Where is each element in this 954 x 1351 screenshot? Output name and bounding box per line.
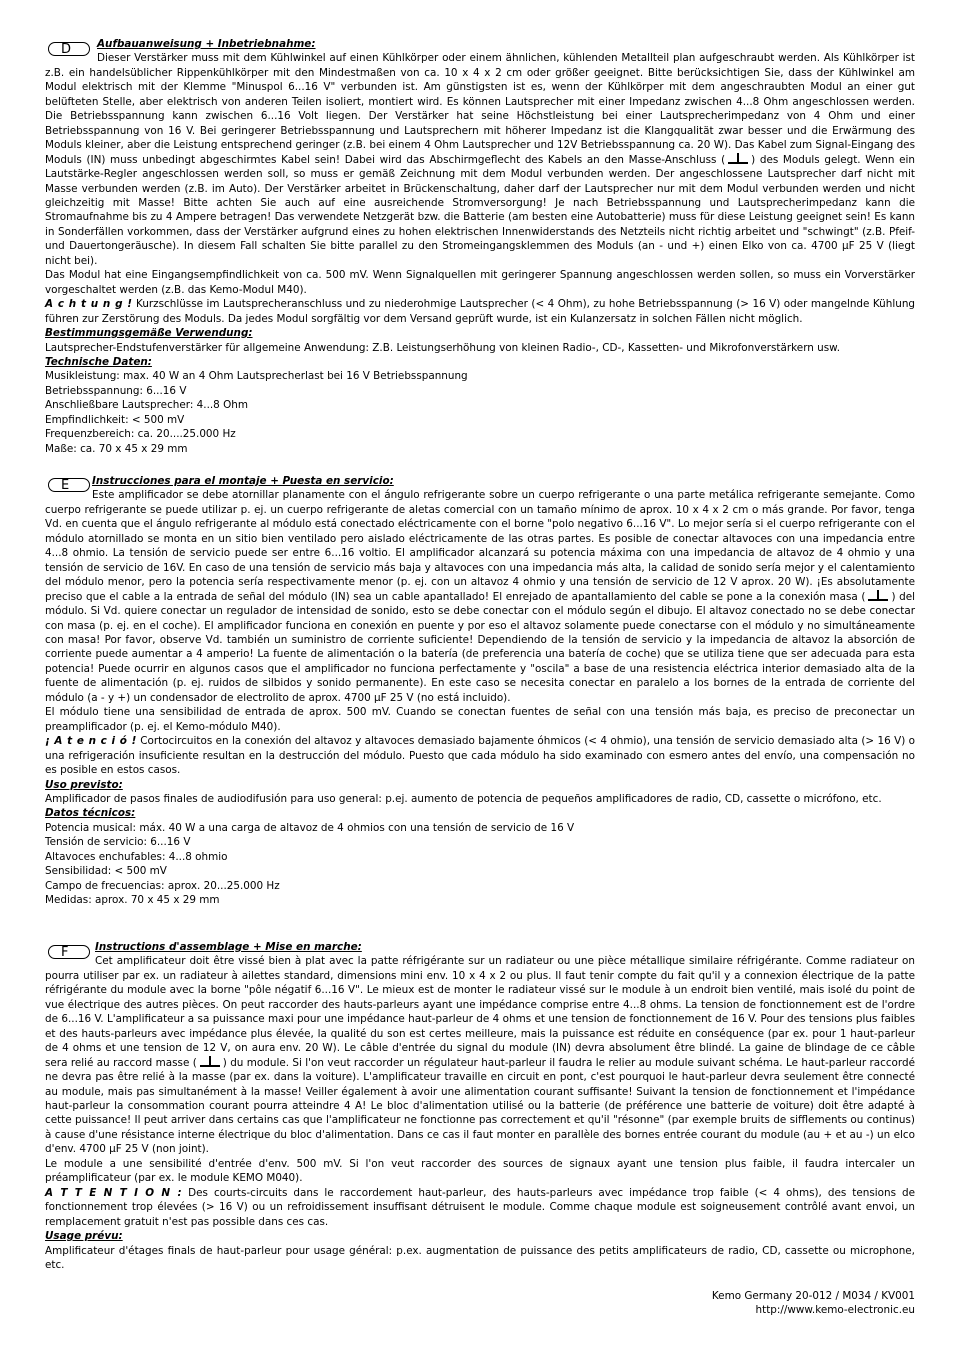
section-spanish xyxy=(45,474,915,908)
tech-spec-es: Altavoces enchufables: 4...8 ohmio xyxy=(45,850,228,863)
tech-heading-de: Technische Daten: xyxy=(45,355,152,368)
warning-paragraph-es xyxy=(45,734,915,777)
language-badge-de: D xyxy=(48,42,90,56)
use-text-fr: Amplificateur d'étages finals de haut-parleur pour usage général: p.ex. augmentation de puissance des petits amplificateurs de radio, CD, cassette ou microphone, etc. xyxy=(45,1244,915,1271)
section-heading-de: Aufbauanweisung + Inbetriebnahme: xyxy=(97,38,316,50)
intro-first-fr: Cet amplificateur doit être vissé bien à plat avec la patte réfrigérante sur un radiateur ou une pièce métallique similaire réfrigérante. Comme radiateur on pourra utiliser par ex. un radiateur à ailettes standard, dimensions mini env. 10 x 4 x 2 ou plus. Il faut tenir compte du fait qu'il y a connexion électrique de la patte réfrigérante du module avec la borne "pôle négatif 6...16 V". Le mieux est de monter le radiateur vissé sur le module à un endroit bien ventilé, mais isolé du point de vue électrique des autres pièces. On peut raccorder des hauts-parleurs ayant une impédance comprise entre 4...8 ohms. La tension de fonctionnement est de l'ordre de 6...16 V. L'amplificateur a sa puissance maxi pour une impédance haut-parleur de 4 ohms et une tension de fonctionnement de 16 V. Pour des tensions plus faibles et des hauts-parleurs avec impédance plus élevée, la qualité du son est certes meilleure, mais la puissance est réduite en conséquence (par ex. pour 1 haut-parleur de 4 ohms et une tension de 12 V, on aura env. 20 W). Le câble d'entrée du signal du module (IN) devra absolument être blindé. La gaine de blindage de ce câble sera relié au raccord masse ( xyxy=(45,955,915,1069)
intro-after-es: ) del módulo. Si Vd. quiere conectar un regulador de intensidad de sonido, esto se debe conectar con el módulo según el dibujo. El altavoz conectado no se debe conectar con masa (p. ej. en el coche). El amplificador funciona en conexión en puente y por eso el altavoz solamente puede conectarse con el módulo y no simultáneamente con masa! Por favor, observe Vd. también un suministro de corriente suficiente! Dependiendo de la tensión de servicio y la impedancia de altavoz la absorción de corriente puede aumentar a 4 amperio! La fuente de alimentación o la batería (de preferencia una batería de coche) que se utiliza tiene que ser adecuada para esta potencia! Puede ocurrir en algunos casos que el amplificador no funciona perfectamente y "oscila" a base de una resistencia eléctrica interior demasiado alta de la fuente de alimentación (p. ej. ruidos de silbidos y sonido permanente). En este caso se necesita conectar en paralelo a los bornes de la entrada de corriente del módulo (a - y +) un condensador de electrolito de aprox. 4700 µF 25 V (no está incluido). xyxy=(45,590,916,704)
ground-symbol-icon xyxy=(725,153,751,164)
tech-spec-de: Musikleistung: max. 40 W an 4 Ohm Lautsprecherlast bei 16 V Betriebsspannung xyxy=(45,370,468,383)
intro-paragraph-fr xyxy=(45,954,915,1156)
warning-text-de: Kurzschlüsse im Lautsprecheranschluss und zu niederohmige Lautsprecher (< 4 Ohm), zu hohe Betriebsspannung (> 16 V) oder mangelnde Kühlung führen zur Zerstörung des Moduls. Da jedes Modul sorgfältig vor dem Versand geprüft wurde, ist ein Kulanzersatz in solchen Fällen nicht möglich. xyxy=(45,298,916,325)
intro-paragraph-de xyxy=(45,51,915,268)
tech-spec-de: Frequenzbereich: ca. 20....25.000 Hz xyxy=(45,428,236,441)
intro-first-es: Este amplificador se debe atornillar planamente con el ángulo refrigerante sobre un cuerpo refrigerante o una parte metálica refrigerante semejante. Como cuerpo refrigerante se puede utilizar p. ej. un cuerpo refrigerante de aletas comercial con un tamaño mínimo de aprox. 10 x 4 x 2 cm o más grande. Por favor, tenga Vd. en cuenta que el ángulo refrigerante al módulo está conectado eléctricamente con el borne "polo negativo 6...16 V". Lo mejor sería si el cuerpo refrigerante con el módulo atornillado se monta en un sitio bien ventilado pero aislado eléctricamente de las otras partes. Es posible de conectar altavoces con una impedancia entre 4...8 ohmio. La tensión de servicio puede ser entre 6...16 voltio. El amplificador alcanzará su potencia máxima con una impedancia de altavoz de 4 ohmio y una tensión de servicio de 16V. En caso de una tensión de servicio más baja y altavoces con una impedancia más alta, la calidad de sonido sería mejor y el calentamiento del módulo menor, pero la potencia sería respectivamente menor (p. ej. con un altavoz 4 ohmio y una tensión de servicio de 12 V aprox. 20 W). ¡Es absolutamente preciso que el cable a la entrada de señal del módulo (IN) sea un cable apantallado! El enrejado de apantallamiento del cable se pone a la conexión masa ( xyxy=(45,489,915,603)
warning-paragraph-fr xyxy=(45,1186,915,1229)
tech-spec-es: Campo de frecuencias: aprox. 20...25.000 Hz xyxy=(45,879,280,892)
intro-after-fr: ) du module. Si l'on veut raccorder un régulateur haut-parleur il faudra le relier au module suivant schéma. Le haut-parleur raccordé ne devra pas être relié à la masse (par ex. dans la voiture). L'amplificateur travaille en circuit en pont, c'est pourquoi le haut-parleur devra seulement être connecté au module, mais pas simultanément à la masse! Veiller également à avoir une alimentation courant suffisante! Suivant la tension de fonctionnement et l'impédance haut-parleur la consommation courant pourra atteindre 4 A! Le bloc d'alimentation utilisé ou la batterie (de préférence une batterie de voiture) doit être adapté à cette puissance! Il peut arriver dans certains cas que l'amplificateur ne fonctionne pas correctement et qu'il "résonne" (par exemple bruits de sifflements ou continus) à cause d'une résistance interne électrique du bloc d'alimentation. Dans ce cas il faut monter en parallèle des bornes entrée courant du module (au + et au -) un elco d'env. 4700 µF 25 V (non joint). xyxy=(45,1056,915,1156)
warning-label-es: ¡ A t e n c i ó ! xyxy=(45,735,137,748)
use-heading-de: Bestimmungsgemäße Verwendung: xyxy=(45,327,253,340)
tech-heading-es: Datos técnicos: xyxy=(45,807,136,820)
sensitivity-paragraph-fr: Le module a une sensibilité d'entrée d'env. 500 mV. Si l'on veut raccorder des sources de signaux ayant une tension plus faible, il faudra intercaler un préamplificateur (par ex. le module KEMO M040). xyxy=(45,1157,915,1185)
use-heading-es: Uso previsto: xyxy=(45,778,123,791)
footer-website-link[interactable]: http://www.kemo-electronic.eu xyxy=(755,1304,915,1317)
language-badge-es: E xyxy=(48,478,90,492)
warning-text-es: Cortocircuitos en la conexión del altavoz y altavoces demasiado bajamente óhmicos (< 4 ohmio), una tensión de servicio demasiado alta (> 16 V) o una refrigeración insuficiente resultan en la destrucción del módulo. Puesto que cada módulo ha sido examinado con esmero antes del envío, una compensación no es posible en estos casos. xyxy=(45,735,915,777)
use-text-de: Lautsprecher-Endstufenverstärker für allgemeine Anwendung: Z.B. Leistungserhöhung von kleinen Radio-, CD-, Kassetten- und Mikrofonverstärkern usw. xyxy=(45,341,841,354)
tech-spec-es: Medidas: aprox. 70 x 45 x 29 mm xyxy=(45,894,220,907)
section-heading-fr: Instructions d'assemblage + Mise en marche: xyxy=(95,941,362,953)
sensitivity-paragraph-de: Das Modul hat eine Eingangsempfindlichkeit von ca. 500 mV. Wenn Signalquellen mit geringerer Spannung angeschlossen werden sollen, so muss ein Vorverstärker vorgeschaltet werden (z.B. das Kemo-Modul M40). xyxy=(45,269,915,296)
warning-text-fr: Des courts-circuits dans le raccordement haut-parleur, des hauts-parleurs avec impédance trop faible (< 4 ohms), des tensions de fonctionnement trop élevées (> 16 V) ou un refroidissement insuffisant détruisent le module. Comme chaque module est soigneusement contrôlé avant envoi, un remplacement gratuit n'est pas possible dans ces cas. xyxy=(45,1186,915,1228)
intro-paragraph-es xyxy=(45,488,915,705)
tech-spec-de: Anschließbare Lautsprecher: 4...8 Ohm xyxy=(45,399,248,412)
section-french xyxy=(45,940,915,1272)
tech-spec-de: Maße: ca. 70 x 45 x 29 mm xyxy=(45,442,188,455)
ground-symbol-icon xyxy=(865,590,891,601)
footer-article-number: Kemo Germany 20-012 / M034 / KV001 xyxy=(711,1290,915,1302)
warning-label-fr: A T T E N T I O N : xyxy=(45,1186,183,1199)
sensitivity-paragraph-es: El módulo tiene una sensibilidad de entrada de aprox. 500 mV. Cuando se conectan fuentes de señal con una tensión más baja, es preciso de preconectar un preamplificador (p. ej. el Kemo-módulo M40). xyxy=(45,706,915,733)
section-heading-es: Instrucciones para el montaje + Puesta en servicio: xyxy=(92,475,394,487)
tech-spec-es: Tensión de servicio: 6...16 V xyxy=(45,836,191,849)
footer xyxy=(712,1289,915,1318)
use-heading-fr: Usage prévu: xyxy=(45,1230,123,1243)
ground-symbol-icon xyxy=(197,1056,223,1067)
tech-spec-de: Empfindlichkeit: < 500 mV xyxy=(45,413,185,426)
warning-label-de: A c h t u n g ! xyxy=(45,298,133,311)
intro-first-de: Dieser Verstärker muss mit dem Kühlwinkel auf einen Kühlkörper oder einem ähnlichen, kühlenden Metallteil plan aufgeschraubt werden. Als Kühlkörper ist z.B. ein handelsüblicher Rippenkühlkörper mit den Mindestmaßen von ca. 10 x 4 x 2 cm oder größer geeignet. Bitte berücksichtigen Sie, dass der Kühlwinkel am Modul elektrisch mit der Klemme "Minuspol 6...16 V" verbunden ist. Am günstigsten ist es, wenn der Kühlkörper mit dem angeschraubten Modul an einer gut belüfteten Stelle, aber elektrisch von anderen Teilen isoliert, montiert wird. Es können Lautsprecher mit einer Impedanz zwischen 4...8 Ohm angeschlossen werden. Die Betriebsspannung kann zwischen 6...16 Volt liegen. Der Verstärker hat seine Höchstleistung bei einer Lautsprecherimpedanz von 4 Ohm und einer Betriebsspannung von 16 V. Bei geringerer Betriebsspannung und Lautsprechern mit höherer Impedanz ist die Klangqualität zwar besser und die Erwärmung des Moduls kleiner, aber die Leistung entsprechend geringer (z.B. bei einem 4 Ohm Lautsprecher und 12V Betriebsspannung ca. 20 W). Das Kabel zum Signal-Eingang des Moduls (IN) muss unbedingt abgeschirmtes Kabel sein! Dabei wird das Abschirmgeflecht des Kabels an den Masse-Anschluss ( xyxy=(45,52,915,166)
tech-spec-es: Sensibilidad: < 500 mV xyxy=(45,865,167,878)
tech-spec-es: Potencia musical: máx. 40 W a una carga de altavoz de 4 ohmios con una tensión de servicio de 16 V xyxy=(45,821,575,834)
warning-paragraph-de xyxy=(45,297,915,326)
section-german xyxy=(45,37,915,456)
language-badge-fr: F xyxy=(48,945,90,959)
intro-after-de: ) des Moduls gelegt. Wenn ein Lautstärke-Regler angeschlossen werden soll, so muss er gemäß Zeichnung mit dem Modul verbunden werden. Der angeschlossene Lautsprecher darf nicht mit Masse verbunden werden (z.B. im Auto). Der Verstärker arbeitet in Brückenschaltung, daher darf der Lautsprecher nur mit dem Modul verbunden werden und nicht gleichzeitig mit Masse! Bitte achten Sie auch auf eine ausreichende Stromversorgung! Je nach Betriebsspannung und Lautsprecherimpedanz kann die Stromaufnahme bis zu 4 Ampere betragen! Das verwendete Netzgerät bzw. die Batterie (am besten eine Autobatterie) muss für diese Leistung geeignet sein! Es kann in Sonderfällen vorkommen, dass der Verstärker aufgrund eines zu hohen elektrischen Innenwiderstands des Netzteils nicht richtig arbeitet und "schwingt" (z.B. Pfeif- und Dauertongeräusche). In diesem Fall schalten Sie bitte parallel zu den Stromeingangsklemmen des Moduls (an - und +) einen Elko von ca. 4700 µF 25 V (liegt nicht bei). xyxy=(45,153,916,267)
tech-spec-de: Betriebsspannung: 6...16 V xyxy=(45,384,187,397)
use-text-es: Amplificador de pasos finales de audiodifusión para uso general: p.ej. aumento de potencia de pequeños amplificadores de radio, CD, cassette o micrófono, etc. xyxy=(45,792,882,805)
